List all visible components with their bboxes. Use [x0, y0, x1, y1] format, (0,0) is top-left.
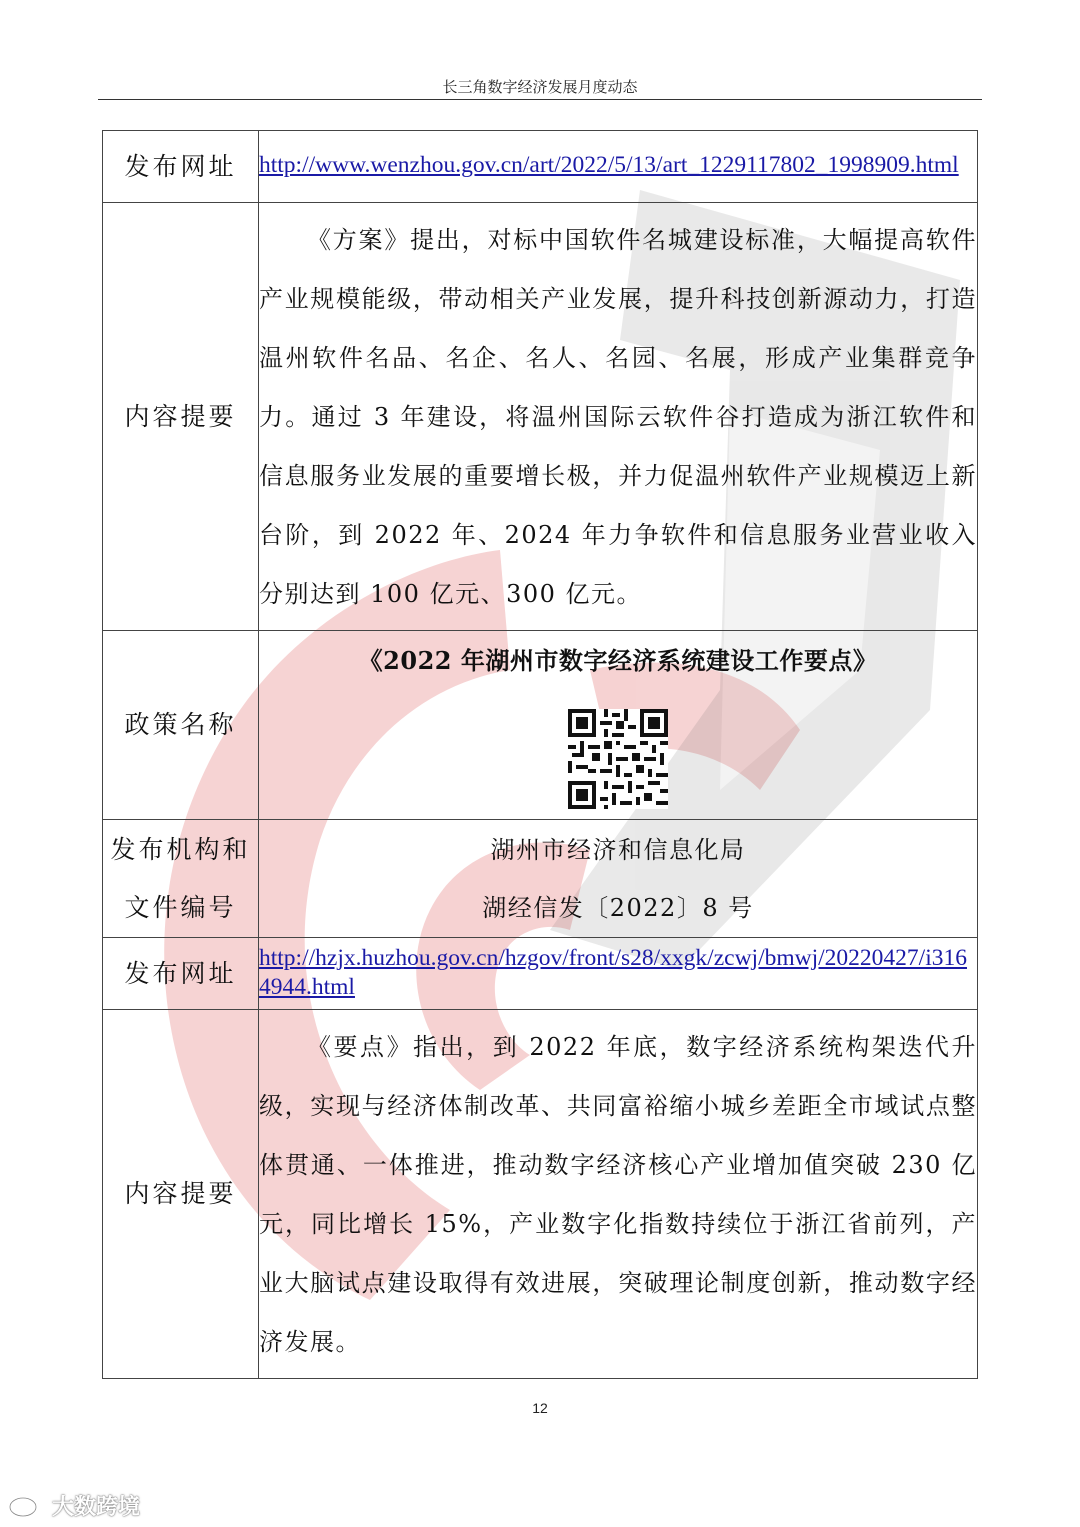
- publishing-organization: 湖州市经济和信息化局: [490, 835, 746, 864]
- brand-watermark: [8, 1490, 140, 1520]
- table-row: [103, 631, 978, 820]
- table-row: [103, 131, 978, 203]
- policy-table: [102, 130, 978, 1379]
- qr-code-icon[interactable]: [568, 709, 668, 809]
- document-number: 湖经信发〔2022〕8 号: [482, 893, 754, 922]
- row-label-line: 发布机构和: [110, 834, 251, 864]
- table-row: [103, 938, 978, 1010]
- row-label: 内容提要: [103, 1010, 259, 1379]
- table-row: [103, 203, 978, 631]
- header-rule: [98, 99, 982, 100]
- running-header-title: 长三角数字经济发展月度动态: [442, 78, 638, 96]
- publish-url-link[interactable]: http://www.wenzhou.gov.cn/art/2022/5/13/art_1229117802_1998909.html: [259, 152, 959, 178]
- table-row: [103, 1010, 978, 1379]
- row-label: [103, 820, 259, 938]
- row-label: 政策名称: [103, 631, 259, 820]
- brand-text: 大数跨境: [52, 1494, 141, 1520]
- content-summary: 《方案》提出，对标中国软件名城建设标准，大幅提高软件产业规模能级，带动相关产业发展，提升科技创新源动力，打造温州软件名品、名企、名人、名园、名展，形成产业集群竞争力。通过 3 年建设，将温州国际云软件谷打造成为浙江软件和信息服务业发展的重要增长极，并力促温州软件产业规模迈上新台阶，到 2022 年、2024 年力争软件和信息服务业营业收入分别达到 100 亿元、300 亿元。: [259, 226, 977, 608]
- row-label: 发布网址: [103, 938, 259, 1010]
- table-row: [103, 820, 978, 938]
- page-number: 12: [532, 1400, 548, 1416]
- policy-title: 《2022 年湖州市数字经济系统建设工作要点》: [358, 646, 878, 675]
- publish-url-link[interactable]: http://hzjx.huzhou.gov.cn/hzgov/front/s28/xxgk/zcwj/bmwj/20220427/i3164944.html: [259, 944, 967, 1000]
- weibo-logo-icon: [8, 1492, 46, 1518]
- row-label: 发布网址: [103, 131, 259, 203]
- content-summary: 《要点》指出，到 2022 年底，数字经济系统构架迭代升级，实现与经济体制改革、共同富裕缩小城乡差距全市域试点整体贯通、一体推进，推动数字经济核心产业增加值突破 230 亿元，同比增长 15%，产业数字化指数持续位于浙江省前列，产业大脑试点建设取得有效进展，突破理论制度创新，推动数字经济发展。: [259, 1033, 977, 1356]
- row-label: 内容提要: [103, 203, 259, 631]
- row-label-line: 文件编号: [124, 892, 237, 922]
